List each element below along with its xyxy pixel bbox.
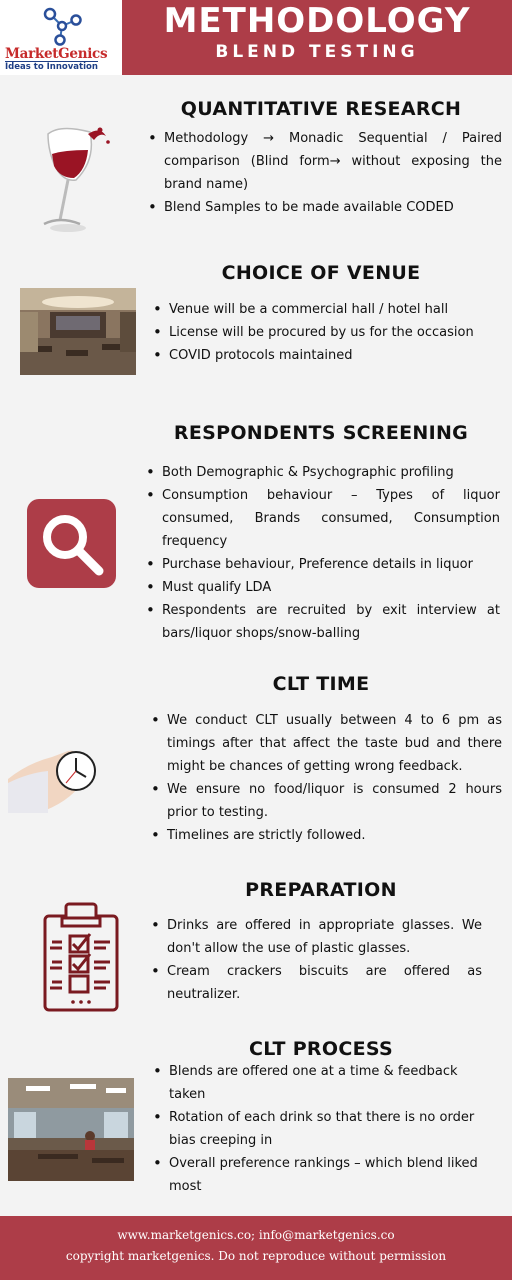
checklist-clipboard-icon — [40, 900, 122, 1014]
footer-copyright: copyright marketgenics. Do not reproduce without permission — [65, 1249, 447, 1263]
section-title-respondents-screening: RESPONDENTS SCREENING — [173, 422, 469, 444]
footer-contact[interactable]: www.marketgenics.co; info@marketgenics.co — [117, 1228, 395, 1242]
list-item: • Venue will be a commercial hall / hotel hall — [153, 298, 503, 321]
list-item: • Rotation of each drink so that there is no order bias creeping in — [153, 1106, 493, 1152]
bullet-list-respondents-screening — [146, 461, 500, 645]
clt-process-photo — [8, 1078, 134, 1181]
list-item: • License will be procured by us for the occasion — [153, 321, 503, 344]
list-item: • Respondents are recruited by exit interview at bars/liquor shops/snow-balling — [146, 599, 500, 645]
brand-name: MarketGenics — [5, 46, 108, 62]
list-item: • Overall preference rankings – which blend liked most — [153, 1152, 493, 1198]
page-subtitle: BLEND TESTING — [215, 42, 419, 62]
list-item: • Timelines are strictly followed. — [151, 824, 502, 847]
list-item: • Blend Samples to be made available CODED — [148, 196, 502, 219]
section-title-choice-of-venue: CHOICE OF VENUE — [221, 262, 421, 284]
list-item: • COVID protocols maintained — [153, 344, 503, 367]
list-item: • Must qualify LDA — [146, 576, 500, 599]
bullet-list-choice-of-venue — [153, 298, 503, 367]
list-item: • Consumption behaviour – Types of liquor consumed, Brands consumed, Consumption frequency — [146, 484, 500, 553]
header-banner — [0, 0, 512, 75]
page-title: METHODOLOGY — [163, 1, 471, 41]
section-title-preparation: PREPARATION — [245, 879, 397, 901]
list-item: • Drinks are offered in appropriate glasses. We don't allow the use of plastic glasses. — [151, 914, 482, 960]
list-item: • Purchase behaviour, Preference details in liquor — [146, 553, 500, 576]
list-item: • We conduct CLT usually between 4 to 6 pm as timings after that affect the taste bud and there might be chances of getting wrong feedback. — [151, 709, 502, 778]
list-item: • Methodology → Monadic Sequential / Paired comparison (Blind form→ without exposing the brand name) — [148, 127, 502, 196]
brand-logo[interactable] — [0, 0, 122, 75]
section-title-clt-time: CLT TIME — [272, 673, 370, 695]
bullet-list-clt-time — [151, 709, 502, 847]
section-title-quantitative-research: QUANTITATIVE RESEARCH — [180, 98, 462, 120]
list-item: • Blends are offered one at a time & feedback taken — [153, 1060, 493, 1106]
bullet-list-quantitative-research — [148, 127, 502, 219]
search-icon — [27, 499, 116, 588]
molecule-icon — [40, 4, 84, 46]
brand-tagline: Ideas to Innovation — [5, 62, 98, 72]
list-item: • Both Demographic & Psychographic profiling — [146, 461, 500, 484]
footer-banner — [0, 1216, 512, 1280]
list-item: • We ensure no food/liquor is consumed 2 hours prior to testing. — [151, 778, 502, 824]
list-item: • Cream crackers biscuits are offered as neutralizer. — [151, 960, 482, 1006]
wine-glass-image — [30, 120, 120, 238]
bullet-list-preparation — [151, 914, 482, 1006]
clock-hand-image — [8, 727, 130, 813]
venue-hall-photo — [20, 288, 136, 375]
section-title-clt-process: CLT PROCESS — [249, 1038, 393, 1060]
bullet-list-clt-process — [153, 1060, 493, 1198]
